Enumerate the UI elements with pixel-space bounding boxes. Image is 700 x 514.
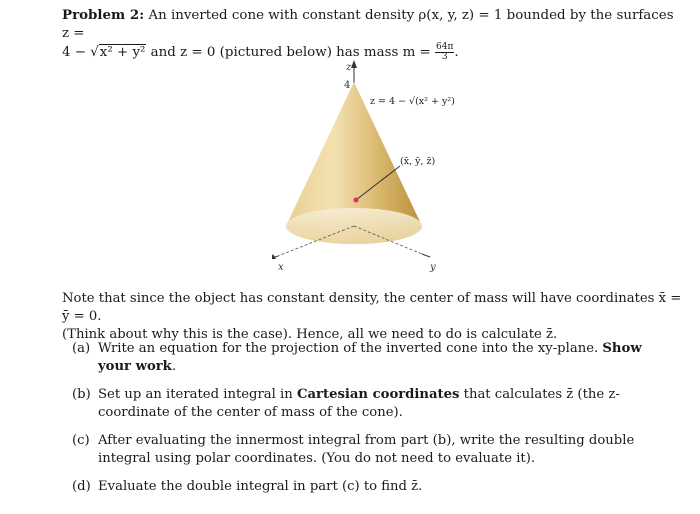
apex-label: 4 — [344, 80, 351, 91]
sqrt-expression: x² + y² — [99, 45, 146, 60]
y-axis-label: y — [430, 262, 436, 273]
parts-list — [72, 340, 672, 506]
cone-figure — [272, 58, 462, 280]
part-a: (a) Write an equation for the projection of the inverted cone into the xy-plane. Show your work. — [72, 341, 642, 374]
problem-label: Problem 2 — [62, 7, 140, 23]
note-line-1: Note that since the object has constant density, the center of mass will have coordinates x̄ = ȳ = 0. — [62, 291, 682, 324]
problem-line-1: Problem 2: An inverted cone with constant density ρ(x, y, z) = 1 bounded by the surfaces z = — [62, 7, 674, 41]
problem-text-1: An inverted cone with constant density ρ(x, y, z) = 1 bounded by the surfaces z = — [62, 8, 674, 41]
part-d: (d) Evaluate the double integral in part (c) to find z̄. — [72, 479, 423, 494]
mass-fraction: $\frac{64\pi}{3}$ — [436, 42, 454, 62]
note-paragraph — [62, 290, 682, 344]
center-label: (x̄, ȳ, z̄) — [400, 156, 436, 167]
part-c: (c) After evaluating the innermost integral from part (b), write the resulting double integral using polar coordinates. (You do not need to evaluate it). — [72, 433, 635, 466]
z-axis-label: z — [346, 62, 352, 73]
center-of-mass-dot — [354, 198, 359, 203]
note-line-2: (Think about why this is the case). Hence, all we need to do is calculate z̄. — [62, 327, 558, 342]
problem-statement — [62, 6, 682, 62]
part-b: (b) Set up an iterated integral in Cartesian coordinates that calculates z̄ (the z-coordinate of the center of mass of the cone). — [72, 387, 620, 420]
x-axis-label: x — [278, 262, 284, 273]
surface-label: z = 4 − √(x² + y²) — [370, 96, 455, 107]
problem-line-2: 4 − √x² + y² and z = 0 (pictured below) has mass m = $\frac{64\pi}{3}$ . — [62, 42, 459, 62]
